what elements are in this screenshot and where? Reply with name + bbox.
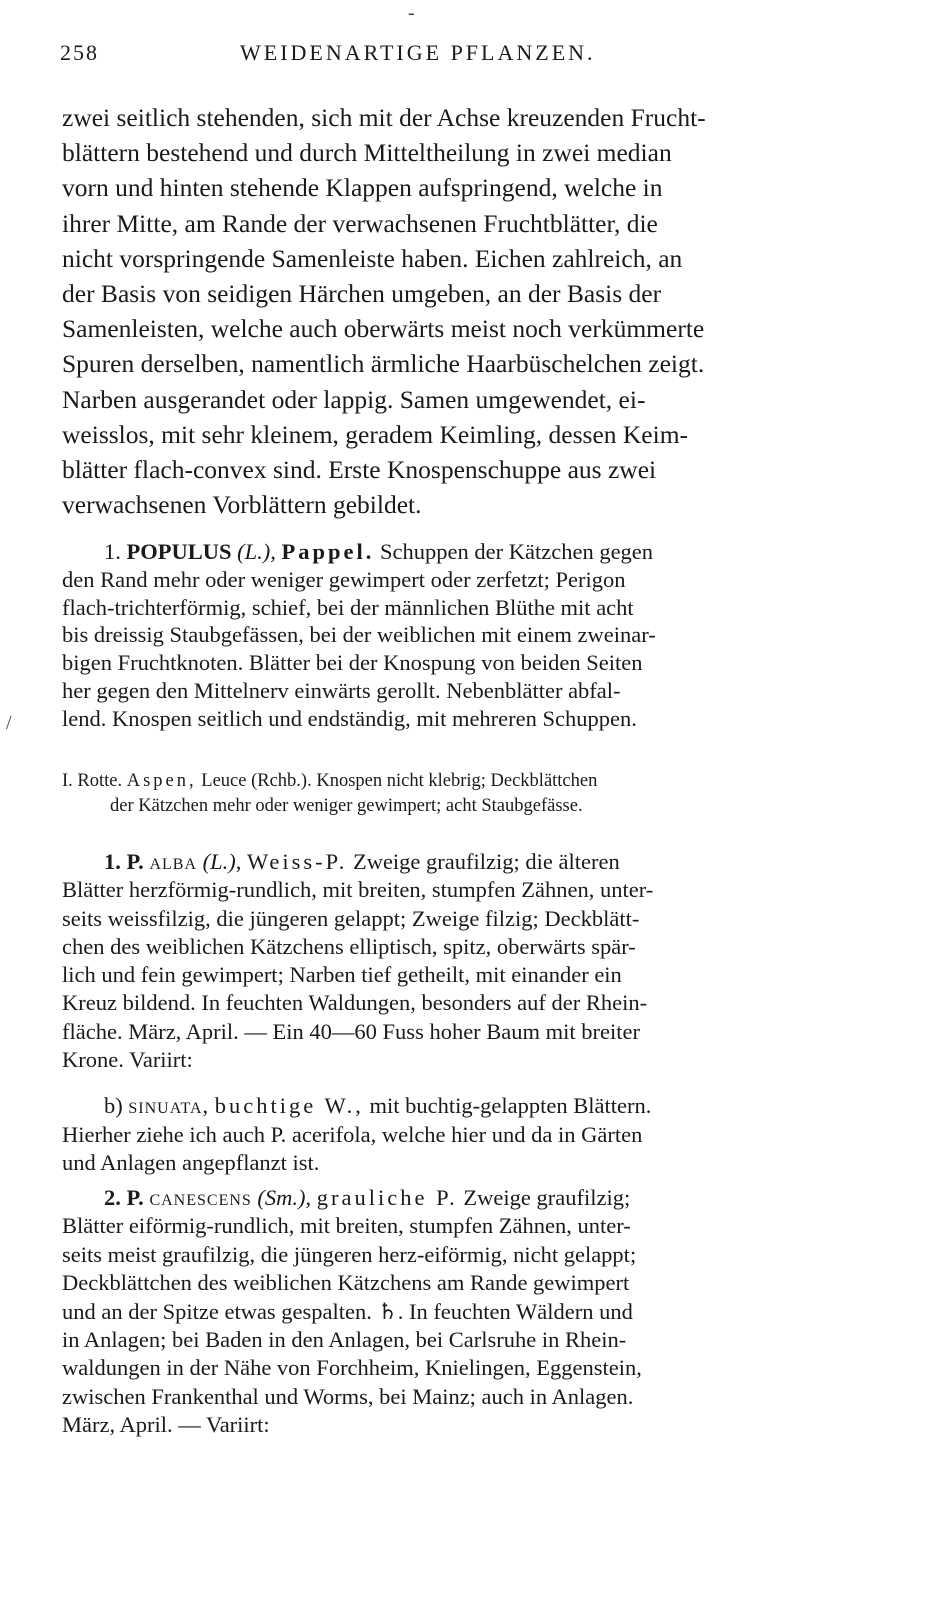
section-description-start: Leuce (Rchb.). Knospen nicht klebrig; Deckblättchen — [201, 771, 598, 791]
species-description-start: Zweige graufilzig; die älteren — [352, 849, 620, 874]
section-name: Aspen, — [126, 771, 197, 791]
genus-common-name: Pappel. — [281, 539, 375, 564]
text-line: flach-trichterförmig, schief, bei der männlichen Blüthe mit acht — [62, 594, 634, 620]
margin-mark: / — [6, 712, 12, 734]
text-line: zwischen Frankenthal und Worms, bei Mainz; auch in Anlagen. — [62, 1383, 634, 1409]
text-line: verwachsenen Vorblättern gebildet. — [62, 490, 422, 520]
text-line: Spuren derselben, namentlich ärmliche Haarbüschelchen zeigt. — [62, 349, 705, 379]
section-heading-line — [62, 769, 862, 794]
genus-populus-entry — [62, 538, 852, 733]
text-line: Deckblättchen des weiblichen Kätzchens am Rande gewimpert — [62, 1270, 630, 1296]
species-heading-line — [62, 1184, 852, 1212]
text-line: fläche. März, April. — Ein 40—60 Fuss hoher Baum mit breiter — [62, 1018, 641, 1044]
text-line: in Anlagen; bei Baden in den Anlagen, bei Carlsruhe in Rhein- — [62, 1327, 627, 1353]
text-line: bigen Fruchtknoten. Blätter bei der Knospung von beiden Seiten — [62, 650, 643, 676]
genus-description-start: Schuppen der Kätzchen gegen — [380, 539, 654, 564]
text-line: weisslos, mit sehr kleinem, geradem Keimling, dessen Keim- — [62, 419, 689, 449]
text-line: lich und fein gewimpert; Narben tief getheilt, mit einander ein — [62, 962, 622, 988]
species-author: (L.), — [202, 849, 242, 874]
species-alba-entry — [62, 848, 852, 1074]
text-line: ihrer Mitte, am Rande der verwachsenen Fruchtblätter, die — [62, 208, 658, 238]
species-epithet: canescens — [149, 1185, 252, 1210]
section-aspen — [62, 769, 862, 819]
variety-label: b) — [104, 1093, 123, 1118]
text-line: nicht vorspringende Samenleiste haben. Eichen zahlreich, an — [62, 243, 683, 273]
page-number: 258 — [60, 40, 99, 65]
species-number: 1. P. — [104, 849, 144, 874]
text-line: der Basis von seidigen Härchen umgeben, an der Basis der — [62, 279, 662, 309]
text-line: vorn und hinten stehende Klappen aufspringend, welche in — [62, 173, 663, 203]
genus-author: (L.), — [237, 539, 276, 564]
genus-heading-line — [62, 538, 852, 566]
species-epithet: alba — [149, 849, 197, 874]
text-line: Samenleisten, welche auch oberwärts meist noch verkümmerte — [62, 314, 705, 344]
species-common-name: Weiss-P. — [247, 849, 348, 874]
section-label: I. Rotte. — [62, 771, 123, 791]
species-description-start: Zweige graufilzig; — [463, 1185, 631, 1210]
text-line: Kreuz bildend. In feuchten Waldungen, besonders auf der Rhein- — [62, 990, 648, 1016]
text-line: chen des weiblichen Kätzchens elliptisch, spitz, oberwärts spär- — [62, 933, 636, 959]
text-line: lend. Knospen seitlich und endständig, mit mehreren Schuppen. — [62, 705, 637, 731]
species-heading-line — [62, 848, 852, 876]
text-line: März, April. — Variirt: — [62, 1412, 270, 1438]
text-line: seits weissfilzig, die jüngeren gelappt; Zweige filzig; Deckblätt- — [62, 905, 640, 931]
species-author: (Sm.), — [257, 1185, 312, 1210]
page-header — [60, 40, 860, 74]
text-line: und Anlagen angepflanzt ist. — [62, 1150, 320, 1175]
text-line: und an der Spitze etwas gespalten. ♄. In feuchten Wäldern und — [62, 1298, 633, 1324]
species-common-name: grauliche P. — [316, 1185, 458, 1210]
text-line: waldungen in der Nähe von Forchheim, Knielingen, Eggenstein, — [62, 1355, 642, 1381]
variety-sinuata-entry — [62, 1092, 852, 1178]
text-line: bis dreissig Staubgefässen, bei der weiblichen mit einem zweinar- — [62, 622, 656, 648]
species-number: 2. P. — [104, 1185, 144, 1210]
variety-heading-line — [62, 1092, 852, 1121]
variety-epithet: sinuata, — [128, 1093, 210, 1118]
text-line: Hierher ziehe ich auch P. acerifola, welche hier und da in Gärten — [62, 1121, 643, 1147]
print-speck: - — [408, 2, 415, 24]
text-line: den Rand mehr oder weniger gewimpert oder zerfetzt; Perigon — [62, 566, 626, 592]
text-line: her gegen den Mittelnerv einwärts gerollt. Nebenblätter abfal- — [62, 677, 621, 703]
species-canescens-entry — [62, 1184, 852, 1440]
text-line: Narben ausgerandet oder lappig. Samen umgewendet, ei- — [62, 384, 646, 414]
variety-common-name: buchtige W., — [214, 1093, 364, 1118]
text-line: der Kätzchen mehr oder weniger gewimpert; acht Staubgefässe. — [110, 796, 583, 816]
text-line: blättern bestehend und durch Mitteltheilung in zwei median — [62, 138, 672, 168]
intro-paragraph — [62, 100, 852, 522]
running-title: WEIDENARTIGE PFLANZEN. — [240, 40, 596, 65]
text-line: seits meist graufilzig, die jüngeren herz-eiförmig, nicht gelappt; — [62, 1241, 637, 1267]
variety-description-start: mit buchtig-gelappten Blättern. — [369, 1093, 652, 1118]
text-line: zwei seitlich stehenden, sich mit der Achse kreuzenden Frucht- — [62, 103, 706, 132]
text-line: blätter flach-convex sind. Erste Knospenschuppe aus zwei — [62, 455, 657, 485]
text-line: Blätter eiförmig-rundlich, mit breiten, stumpfen Zähnen, unter- — [62, 1213, 631, 1239]
text-line: Blätter herzförmig-rundlich, mit breiten, stumpfen Zähnen, unter- — [62, 877, 654, 903]
text-line: Krone. Variirt: — [62, 1047, 193, 1073]
genus-name: POPULUS — [126, 539, 232, 564]
genus-number: 1. — [104, 539, 121, 564]
